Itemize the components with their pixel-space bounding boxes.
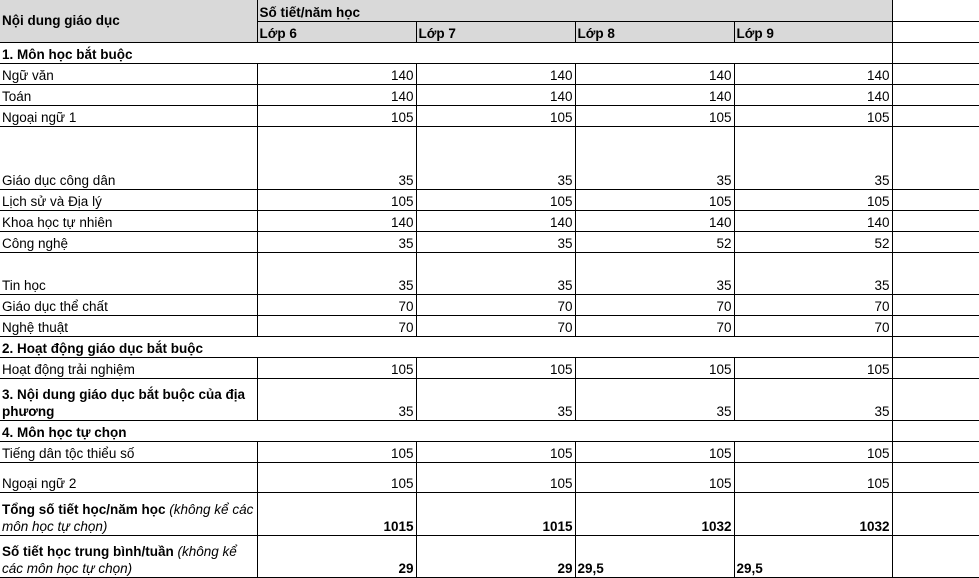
value-cell: 105	[416, 462, 575, 492]
value-cell: 52	[734, 231, 892, 252]
value-cell: 140	[575, 210, 734, 231]
row-label: Giáo dục thể chất	[0, 294, 257, 315]
empty-cell	[892, 189, 979, 210]
value-cell: 35	[257, 126, 416, 189]
table-row	[0, 63, 979, 84]
value-cell: 70	[416, 294, 575, 315]
empty-cell	[892, 492, 979, 535]
total-value: 1032	[734, 492, 892, 535]
value-cell: 140	[734, 63, 892, 84]
value-cell: 35	[257, 252, 416, 294]
value-cell: 105	[575, 441, 734, 462]
row-label: Nghệ thuật	[0, 315, 257, 336]
value-cell: 35	[734, 378, 892, 420]
average-value: 29,5	[575, 535, 734, 577]
section-local-content: 3. Nội dung giáo dục bắt buộc của địa phương	[0, 378, 257, 420]
value-cell: 35	[416, 126, 575, 189]
row-label: Lịch sử và Địa lý	[0, 189, 257, 210]
row-label: Ngoại ngữ 2	[0, 462, 257, 492]
value-cell: 70	[575, 294, 734, 315]
header-periods-title: Số tiết/năm học	[257, 0, 892, 21]
value-cell: 105	[575, 105, 734, 126]
value-cell: 35	[734, 126, 892, 189]
table-row	[0, 294, 979, 315]
value-cell: 35	[416, 231, 575, 252]
empty-cell	[892, 336, 979, 357]
row-label: Ngữ văn	[0, 63, 257, 84]
empty-cell	[892, 210, 979, 231]
header-grade-9: Lớp 9	[734, 21, 892, 42]
value-cell: 105	[575, 357, 734, 378]
value-cell: 105	[257, 189, 416, 210]
value-cell: 70	[416, 315, 575, 336]
empty-cell	[892, 378, 979, 420]
empty-cell	[892, 126, 979, 189]
value-cell: 35	[257, 231, 416, 252]
empty-cell	[892, 535, 979, 577]
total-note: (không kể các môn học tự chọn)	[2, 501, 254, 534]
empty-cell	[892, 84, 979, 105]
empty-cell	[892, 315, 979, 336]
table-row	[0, 252, 979, 294]
average-value: 29	[416, 535, 575, 577]
value-cell: 105	[257, 357, 416, 378]
total-label-cell	[0, 492, 257, 535]
value-cell: 140	[575, 84, 734, 105]
row-label: Khoa học tự nhiên	[0, 210, 257, 231]
value-cell: 105	[416, 441, 575, 462]
value-cell: 105	[734, 105, 892, 126]
value-cell: 35	[257, 378, 416, 420]
total-value: 1015	[416, 492, 575, 535]
value-cell: 105	[734, 189, 892, 210]
value-cell: 70	[734, 294, 892, 315]
value-cell: 105	[734, 357, 892, 378]
header-grade-6: Lớp 6	[257, 21, 416, 42]
empty-cell	[892, 63, 979, 84]
value-cell: 105	[575, 189, 734, 210]
total-value: 1015	[257, 492, 416, 535]
header-empty	[892, 0, 979, 21]
value-cell: 140	[257, 84, 416, 105]
empty-cell	[892, 357, 979, 378]
value-cell: 105	[734, 462, 892, 492]
section-required-subjects: 1. Môn học bắt buộc	[0, 42, 892, 63]
average-row	[0, 535, 979, 577]
header-grade-8: Lớp 8	[575, 21, 734, 42]
table-row	[0, 357, 979, 378]
section-elective-subjects: 4. Môn học tự chọn	[0, 420, 892, 441]
value-cell: 105	[416, 189, 575, 210]
table-row	[0, 126, 979, 189]
value-cell: 140	[416, 210, 575, 231]
table-row	[0, 231, 979, 252]
table-row	[0, 210, 979, 231]
table-row	[0, 462, 979, 492]
total-row	[0, 492, 979, 535]
table-row	[0, 84, 979, 105]
value-cell: 140	[575, 63, 734, 84]
empty-cell	[892, 441, 979, 462]
table-row	[0, 315, 979, 336]
value-cell: 140	[734, 210, 892, 231]
average-note: (không kể các môn học tự chọn)	[2, 543, 237, 576]
average-value: 29,5	[734, 535, 892, 577]
value-cell: 140	[734, 84, 892, 105]
value-cell: 70	[575, 315, 734, 336]
average-label: Số tiết học trung bình/tuần	[2, 543, 174, 559]
row-label: Giáo dục công dân	[0, 126, 257, 189]
table-row	[0, 105, 979, 126]
table-row	[0, 378, 979, 420]
row-label: Tin học	[0, 252, 257, 294]
value-cell: 105	[734, 441, 892, 462]
empty-cell	[892, 105, 979, 126]
empty-cell	[892, 252, 979, 294]
header-grade-7: Lớp 7	[416, 21, 575, 42]
value-cell: 52	[575, 231, 734, 252]
average-value: 29	[257, 535, 416, 577]
empty-cell	[892, 420, 979, 441]
value-cell: 70	[734, 315, 892, 336]
header-content-title: Nội dung giáo dục	[0, 0, 257, 42]
total-value: 1032	[575, 492, 734, 535]
empty-cell	[892, 294, 979, 315]
value-cell: 140	[257, 63, 416, 84]
value-cell: 35	[575, 378, 734, 420]
header-empty	[892, 21, 979, 42]
value-cell: 35	[575, 252, 734, 294]
average-label-cell	[0, 535, 257, 577]
value-cell: 105	[257, 462, 416, 492]
value-cell: 35	[734, 252, 892, 294]
value-cell: 70	[257, 315, 416, 336]
table-row	[0, 189, 979, 210]
table-row	[0, 441, 979, 462]
value-cell: 105	[416, 105, 575, 126]
empty-cell	[892, 231, 979, 252]
row-label: Hoạt động trải nghiệm	[0, 357, 257, 378]
section-required-activities: 2. Hoạt động giáo dục bắt buộc	[0, 336, 892, 357]
row-label: Ngoại ngữ 1	[0, 105, 257, 126]
value-cell: 105	[257, 441, 416, 462]
value-cell: 35	[575, 126, 734, 189]
row-label: Công nghệ	[0, 231, 257, 252]
row-label: Tiếng dân tộc thiểu số	[0, 441, 257, 462]
row-label: Toán	[0, 84, 257, 105]
value-cell: 105	[257, 105, 416, 126]
value-cell: 35	[416, 252, 575, 294]
total-label: Tổng số tiết học/năm học	[2, 501, 166, 517]
empty-cell	[892, 42, 979, 63]
value-cell: 105	[416, 357, 575, 378]
value-cell: 140	[257, 210, 416, 231]
value-cell: 70	[257, 294, 416, 315]
value-cell: 105	[575, 462, 734, 492]
value-cell: 35	[416, 378, 575, 420]
value-cell: 140	[416, 84, 575, 105]
empty-cell	[892, 462, 979, 492]
value-cell: 140	[416, 63, 575, 84]
